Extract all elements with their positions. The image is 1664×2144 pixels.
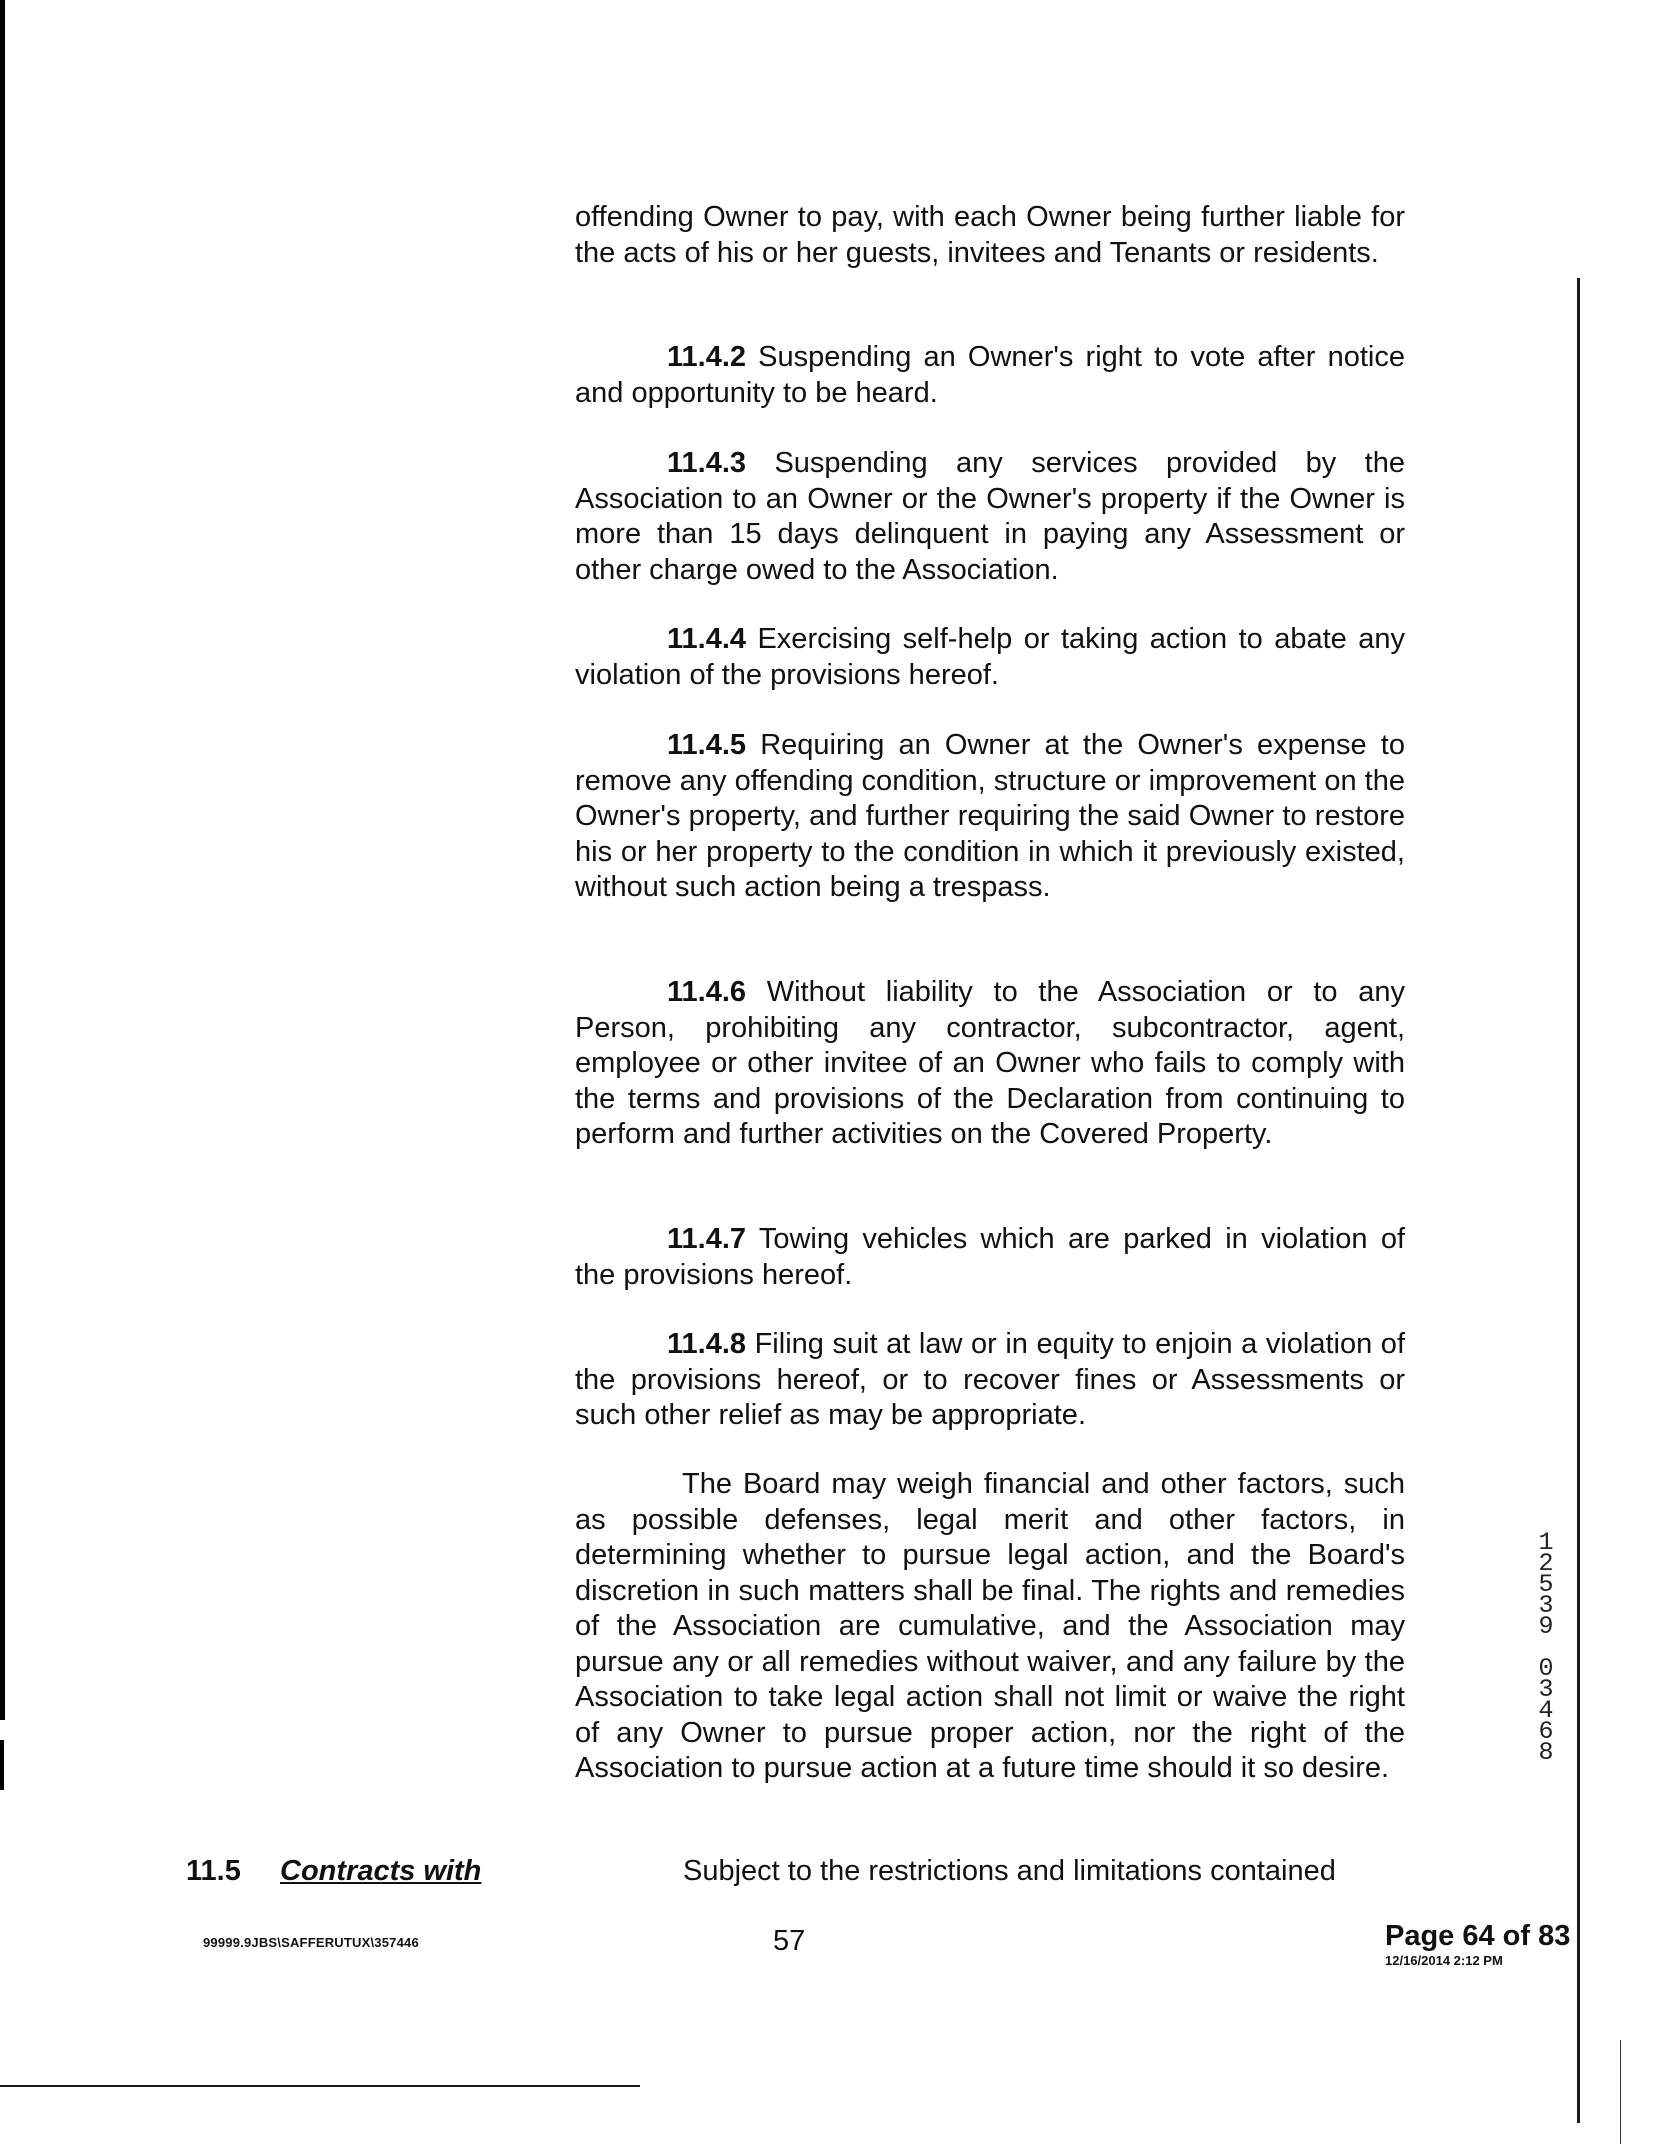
stamp-digit: 3 xyxy=(1538,1675,1554,1704)
section-number: 11.5 xyxy=(186,1855,241,1887)
scan-rule-bottom xyxy=(0,2085,640,2087)
paragraph-11-4-6 xyxy=(575,975,1405,1153)
clause-number: 11.4.8 xyxy=(667,1328,747,1360)
clause-number: 11.4.5 xyxy=(667,729,747,761)
footer-page-number: 57 xyxy=(773,1925,806,1957)
clause-text: Filing suit at law or in equity to enjoin a violation of the provisions hereof, or to recover fines or Assessments or such other relief as may be appropriate. xyxy=(575,1328,1405,1431)
clause-text: Requiring an Owner at the Owner's expense to remove any offending condition, structure or improvement on the Owner's property, and further requiring the said Owner to restore his or her property to the condition in which it previously existed, without such action being a trespass. xyxy=(575,729,1405,903)
clause-number: 11.4.6 xyxy=(667,976,747,1008)
scan-edge-mark xyxy=(0,1740,4,1790)
paragraph-11-4-5 xyxy=(575,728,1405,906)
stamp-digit: 2 xyxy=(1538,1549,1554,1578)
stamp-digit: 8 xyxy=(1538,1738,1554,1767)
scan-edge-left xyxy=(0,0,5,1720)
paragraph-continuation: offending Owner to pay, with each Owner being further liable for the acts of his or her guests, invitees and Tenants or residents. xyxy=(575,201,1405,269)
section-text: Subject to the restrictions and limitations contained xyxy=(683,1855,1336,1887)
scan-rule-right xyxy=(1577,278,1580,2123)
stamp-digit: 3 xyxy=(1538,1591,1554,1620)
stamp-digit: 0 xyxy=(1538,1654,1554,1683)
paragraph-11-4-4 xyxy=(575,622,1405,693)
clause-text: Suspending an Owner's right to vote after notice and opportunity to be heard. xyxy=(575,341,1405,409)
clause-text: Suspending any services provided by the Association to an Owner or the Owner's property if the Owner is more than 15 days delinquent in paying any Assessment or other charge owed to the Association. xyxy=(575,447,1405,586)
paragraph-11-4-3 xyxy=(575,446,1405,588)
stamp-digit: 1 xyxy=(1538,1528,1554,1557)
stamp-digit: 6 xyxy=(1538,1717,1554,1746)
clause-number: 11.4.4 xyxy=(667,623,747,655)
stamp-digit: 9 xyxy=(1538,1612,1554,1641)
clause-number: 11.4.2 xyxy=(667,341,747,373)
clause-text: Towing vehicles which are parked in violation of the provisions hereof. xyxy=(575,1223,1405,1291)
stamp-digit: 4 xyxy=(1538,1696,1554,1725)
paragraph-11-4-2 xyxy=(575,340,1405,411)
scan-rule-right-thin xyxy=(1620,2040,1621,2144)
footer-document-code: 99999.9JBS\SAFFERUTUX\357446 xyxy=(203,1935,419,1950)
clause-number: 11.4.7 xyxy=(667,1223,747,1255)
stamp-digit: 5 xyxy=(1538,1570,1554,1599)
footer-page-of: Page 64 of 83 xyxy=(1385,1920,1571,1952)
paragraph-11-4-7 xyxy=(575,1222,1405,1293)
recording-number-stamp xyxy=(1534,1528,1558,1767)
clause-number: 11.4.3 xyxy=(667,447,747,479)
footer-timestamp: 12/16/2014 2:12 PM xyxy=(1385,1953,1503,1968)
paragraph-11-4-8 xyxy=(575,1327,1405,1434)
paragraph-board-discretion: The Board may weigh financial and other factors, such as possible defenses, legal merit and other factors, in determining whether to pursue legal action, and the Board's discretion in such matters shall be final. The rights and remedies of the Association are cumulative, and the Association may pursue any or all remedies without waiver, and any failure by the Association to take legal action shall not limit or waive the right of any Owner to pursue proper action, nor the right of the Association to pursue action at a future time should it so desire. xyxy=(575,1468,1405,1784)
clause-text: Exercising self-help or taking action to abate any violation of the provisions hereof. xyxy=(575,623,1405,691)
section-title: Contracts with xyxy=(280,1855,482,1887)
clause-text: Without liability to the Association or to any Person, prohibiting any contractor, subcontractor, agent, employee or other invitee of an Owner who fails to comply with the terms and provisions of the Declaration from continuing to perform and further activities on the Covered Property. xyxy=(575,976,1405,1150)
